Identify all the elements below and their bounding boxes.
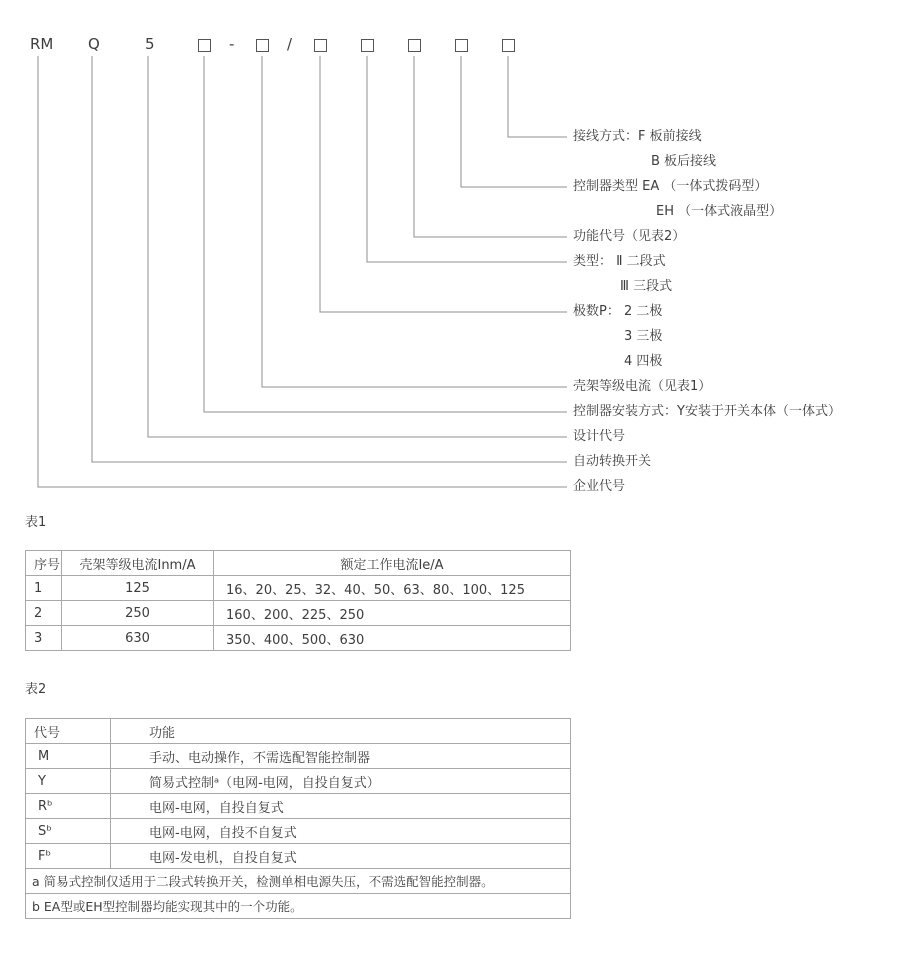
table-cell: 160、200、225、250 — [214, 601, 571, 626]
code-slash: / — [287, 35, 293, 53]
label-wiring-mode-b: B 板后接线 — [651, 154, 717, 169]
label-frame-current: 壳架等级电流（见表1） — [573, 379, 712, 394]
table-row — [26, 769, 571, 794]
table-cell: 630 — [62, 626, 214, 651]
table-cell: M — [26, 744, 111, 769]
table-cell: Fᵇ — [26, 844, 111, 869]
label-function-code: 功能代号（见表2） — [573, 229, 686, 244]
table-row — [26, 744, 571, 769]
label-company-code: 企业代号 — [573, 479, 626, 494]
table-cell: 简易式控制ᵃ（电网-电网，自投自复式） — [111, 769, 571, 794]
label-controller-type: 控制器类型 EA （一体式拨码型） — [573, 179, 768, 194]
table-cell: Rᵇ — [26, 794, 111, 819]
table-cell: 3 — [26, 626, 62, 651]
table-cell: 电网-发电机，自投自复式 — [111, 844, 571, 869]
table2 — [25, 718, 571, 919]
column-header: 额定工作电流Ie/A — [214, 551, 571, 576]
table-cell: 16、20、25、32、40、50、63、80、100、125 — [214, 576, 571, 601]
column-header: 壳架等级电流Inm/A — [62, 551, 214, 576]
code-dash: - — [229, 35, 235, 53]
table-cell: 1 — [26, 576, 62, 601]
table-cell: 2 — [26, 601, 62, 626]
table-cell: 350、400、500、630 — [214, 626, 571, 651]
table-cell: 电网-电网，自投不自复式 — [111, 819, 571, 844]
table-footnote-row — [26, 869, 571, 894]
table-row — [26, 844, 571, 869]
table2-caption: 表2 — [25, 682, 47, 697]
table-cell: 250 — [62, 601, 214, 626]
table1 — [25, 550, 571, 651]
label-controller-type-eh: EH （一体式液晶型） — [656, 204, 783, 219]
code-placeholder-box — [314, 39, 327, 52]
table-cell: Sᵇ — [26, 819, 111, 844]
column-header: 功能 — [111, 719, 571, 744]
code-placeholder-box — [256, 39, 269, 52]
table-cell: Y — [26, 769, 111, 794]
code-prefix-5: 5 — [145, 35, 155, 53]
code-placeholder-box — [408, 39, 421, 52]
label-design-code: 设计代号 — [573, 429, 626, 444]
table-row — [26, 626, 571, 651]
table-cell: 手动、电动操作，不需选配智能控制器 — [111, 744, 571, 769]
footnote-a: a 简易式控制仅适用于二段式转换开关，检测单相电源失压，不需选配智能控制器。 — [26, 869, 571, 894]
code-placeholder-box — [361, 39, 374, 52]
table-cell: 电网-电网，自投自复式 — [111, 794, 571, 819]
table-cell: 125 — [62, 576, 214, 601]
label-controller-mount: 控制器安装方式：Y安装于开关本体（一体式） — [573, 404, 841, 419]
code-placeholder-box — [198, 39, 211, 52]
label-poles-3: 3 三极 — [624, 329, 663, 344]
label-wiring-mode: 接线方式：F 板前接线 — [573, 129, 702, 144]
table-row — [26, 601, 571, 626]
table-header-row — [26, 719, 571, 744]
table-row — [26, 576, 571, 601]
code-prefix-rm: RM — [30, 35, 54, 53]
table-footnote-row — [26, 894, 571, 919]
code-prefix-q: Q — [88, 35, 100, 53]
column-header: 代号 — [26, 719, 111, 744]
label-ats: 自动转换开关 — [573, 454, 652, 469]
table-row — [26, 819, 571, 844]
table1-caption: 表1 — [25, 515, 47, 530]
footnote-b: b EA型或EH型控制器均能实现其中的一个功能。 — [26, 894, 571, 919]
label-type-iii: Ⅲ 三段式 — [620, 279, 673, 294]
label-type: 类型： Ⅱ 二段式 — [573, 254, 666, 269]
code-placeholder-box — [455, 39, 468, 52]
table-row — [26, 794, 571, 819]
label-poles-4: 4 四极 — [624, 354, 663, 369]
label-poles: 极数P： 2 二极 — [573, 304, 663, 319]
code-placeholder-box — [502, 39, 515, 52]
table-header-row — [26, 551, 571, 576]
column-header: 序号 — [26, 551, 62, 576]
